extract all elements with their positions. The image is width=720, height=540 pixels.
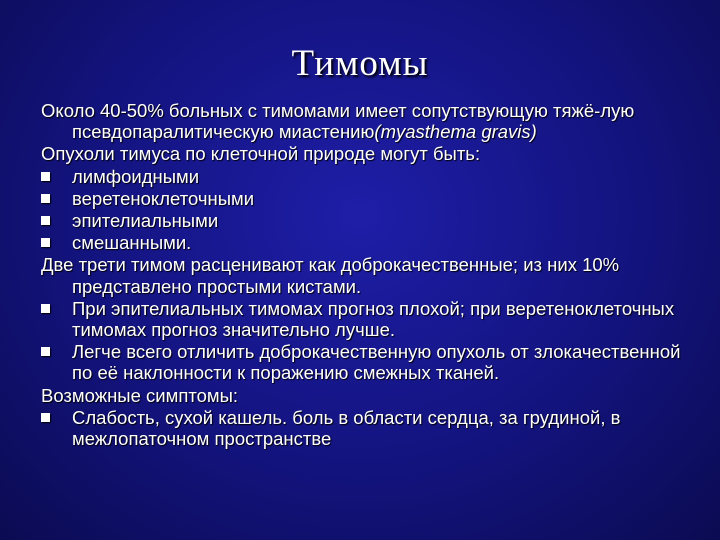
list-item	[41, 210, 681, 231]
intro-text: Около 40-50% больных с тимомами имеет сопутствующую тяжё-лую псевдопаралитическую миастению	[41, 100, 635, 143]
list-item	[41, 341, 681, 383]
square-bullet-icon	[41, 216, 50, 225]
list-item	[41, 166, 681, 187]
list-item-text: При эпителиальных тимомах прогноз плохой; при веретеноклеточных тимомах прогноз значительно лучше.	[72, 297, 675, 341]
list-item-text: эпителиальными	[72, 210, 219, 232]
square-bullet-icon	[41, 194, 50, 203]
benign-paragraph: Две трети тимом расценивают как доброкачественные; из них 10% представлено простыми кистами.	[41, 254, 620, 297]
slide-body	[41, 100, 681, 450]
list-item-text: веретеноклеточными	[72, 187, 255, 209]
square-bullet-icon	[41, 238, 50, 247]
list-item-text: Легче всего отличить доброкачественную опухоль от злокачественной по её наклонности к поражению смежных тканей.	[72, 341, 681, 384]
list-item	[41, 298, 681, 340]
list-item-text: лимфоидными	[72, 165, 200, 187]
slide-title: Тимомы	[291, 43, 429, 84]
list-item-text: Слабость, сухой кашель. боль в области сердца, за грудиной, в межлопаточном пространстве	[72, 406, 621, 450]
square-bullet-icon	[41, 347, 50, 356]
square-bullet-icon	[41, 413, 50, 422]
types-heading: Опухоли тимуса по клеточной природе могут быть:	[41, 143, 481, 165]
intro-paragraph	[41, 100, 681, 142]
list-item	[41, 188, 681, 209]
list-item	[41, 232, 681, 253]
list-item-text: смешанными.	[72, 232, 192, 254]
square-bullet-icon	[41, 172, 50, 181]
list-item	[41, 407, 681, 449]
symptoms-heading: Возможные симптомы:	[41, 384, 239, 406]
intro-italic: (myasthema gravis)	[374, 121, 537, 143]
square-bullet-icon	[41, 304, 50, 313]
